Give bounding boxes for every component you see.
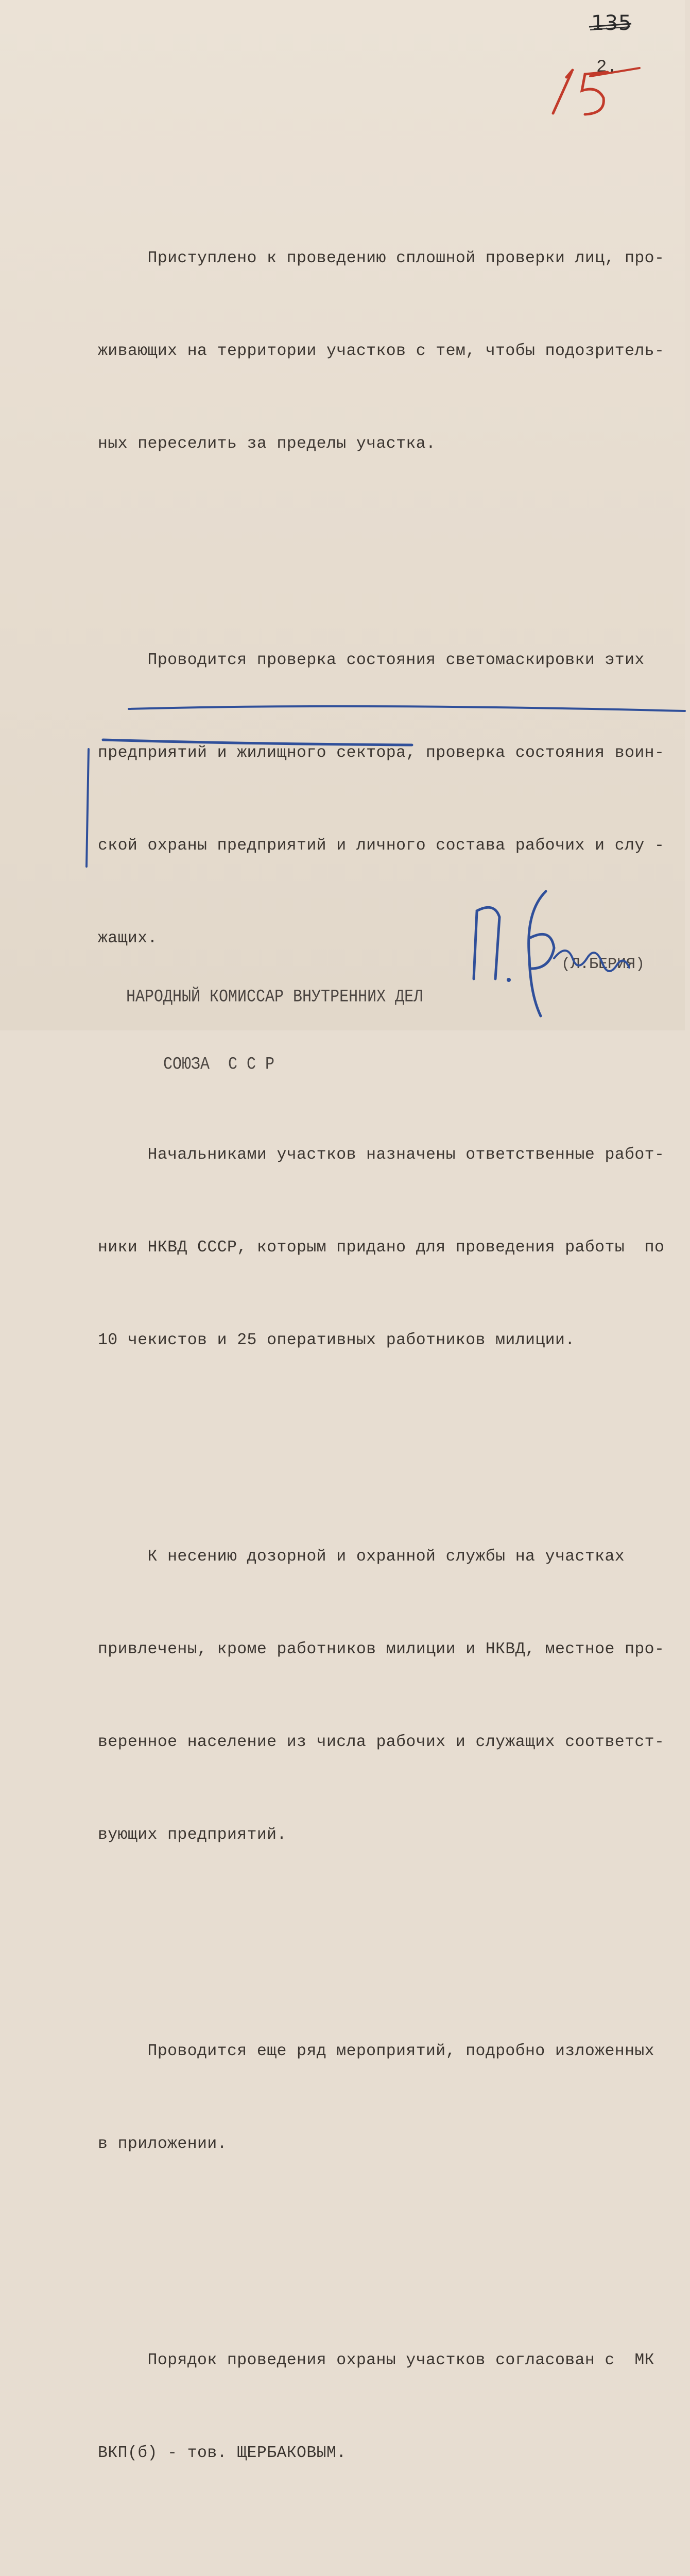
text-line: Проводится проверка состояния светомаскировки этих — [98, 651, 645, 669]
document-body — [98, 120, 669, 2576]
handwritten-signature — [463, 881, 633, 1020]
text-line: ники НКВД СССР, которым придано для проведения работы по — [98, 1239, 665, 1257]
text-line: предприятий и жилищного сектора, проверка состояния воин- — [98, 744, 665, 762]
blue-pencil-underline — [93, 701, 690, 752]
text-line: Приступлено к проведению сплошной проверки лиц, про- — [98, 249, 665, 267]
signatory-name: (Л.БЕРИЯ) — [561, 956, 645, 973]
text-line: Порядок проведения охраны участков согласован с МК — [98, 2351, 654, 2369]
text-line: ных переселить за пределы участка. — [98, 435, 436, 453]
text-line: К несению дозорной и охранной службы на участках — [98, 1548, 625, 1566]
text-line: ской охраны предприятий и личного состава рабочих и слу - — [98, 837, 665, 855]
text-line: ВКП(б) - тов. ЩЕРБАКОВЫМ. — [98, 2444, 347, 2462]
text-line: жащих. — [98, 929, 158, 947]
signatory-title-line2: СОЮЗА С С Р — [126, 1054, 275, 1075]
paragraph — [98, 1078, 669, 1418]
page-number: 2. — [596, 58, 617, 77]
paragraph — [98, 1974, 669, 2222]
paragraph — [98, 1480, 669, 1912]
text-line: живающих на территории участков с тем, чтобы подозритель- — [98, 342, 665, 360]
text-line: Проводится еще ряд мероприятий, подробно изложенных — [98, 2042, 654, 2060]
signatory-title: НАРОДНЫЙ КОМИССАР ВНУТРЕННИХ ДЕЛ — [126, 987, 423, 1007]
text-line: Начальниками участков назначены ответственные работ- — [98, 1146, 665, 1164]
text-line: вующих предприятий. — [98, 1826, 287, 1844]
text-line: в приложении. — [98, 2135, 227, 2153]
folio-number-handwritten — [546, 57, 644, 124]
strikethrough-mark — [587, 15, 633, 36]
text-line: 10 чекистов и 25 оперативных работников милиции. — [98, 1331, 575, 1349]
archive-number: 135 — [591, 11, 632, 35]
signature-block — [126, 941, 423, 1121]
paragraph — [98, 181, 669, 521]
blue-pencil-margin-line — [82, 747, 95, 871]
text-line: привлечены, кроме работников милиции и НКВД, местное про- — [98, 1640, 665, 1658]
text-line: веренное население из числа рабочих и служащих соответст- — [98, 1733, 665, 1751]
paragraph — [98, 2283, 669, 2531]
